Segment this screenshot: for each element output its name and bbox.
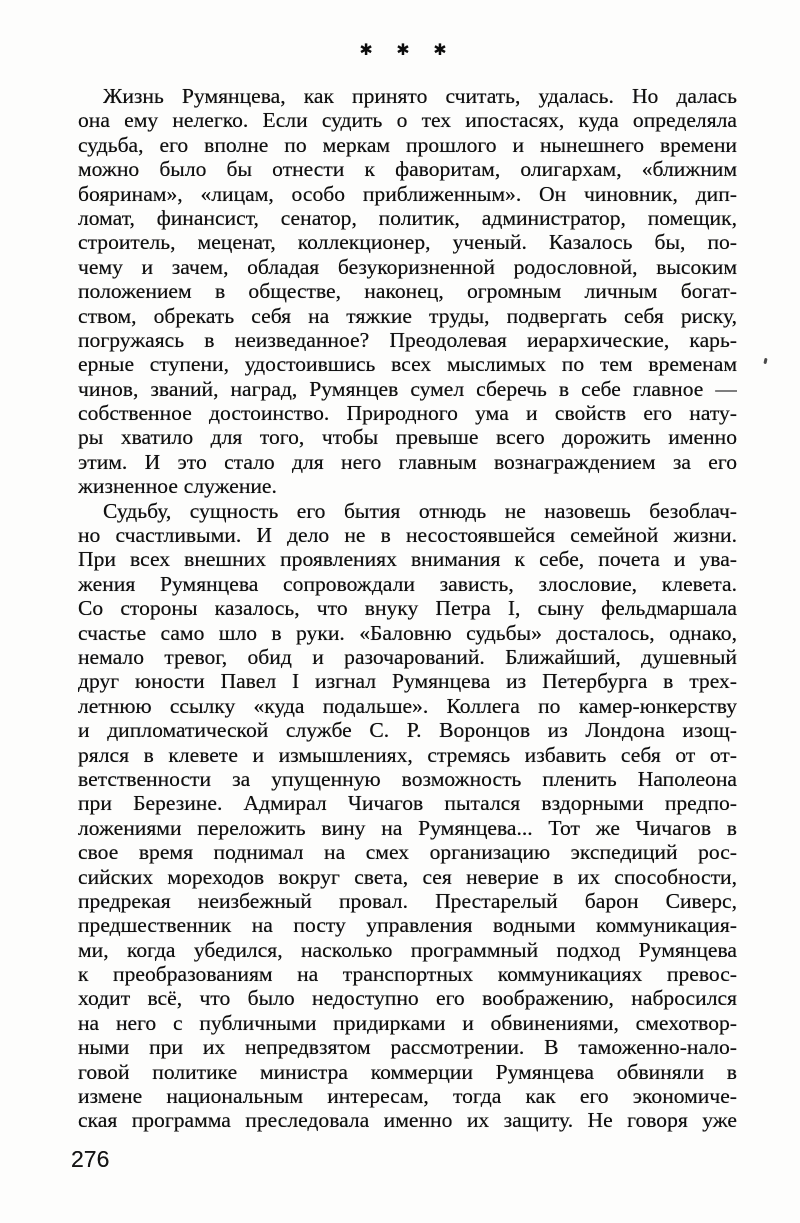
text-line: этим. И это стало для него главным вознаграждением за его [78,449,737,474]
scan-artifact [763,358,767,364]
text-line: собственное достоинство. Природного ума и свойств его нату- [78,401,737,426]
text-line: на него с публичными придирками и обвинениями, смехотвор- [78,1010,737,1035]
text-line: погружаясь в неизведанное? Преодолевая иерархические, карь- [78,327,737,352]
text-block [78,84,737,1133]
text-line: при Березине. Адмирал Чичагов пытался вздорными предпо- [78,791,737,816]
text-line: ходит всё, что было недоступно его воображению, набросился [78,986,737,1011]
text-line: ложениями переложить вину на Румянцева... Тот же Чичагов в [78,815,737,840]
text-line: но счастливыми. И дело не в несостоявшейся семейной жизни. [78,523,737,548]
text-line: сийских мореходов вокруг света, сея неверие в их способности, [78,864,737,889]
text-line: судьба, его вполне по меркам прошлого и нынешнего времени [78,132,737,157]
text-line: чему и зачем, обладая безукоризненной родословной, высоким [78,254,737,279]
text-line: предрекая неизбежный провал. Престарелый барон Сиверс, [78,888,737,913]
text-line: Со стороны казалось, что внуку Петра I, сыну фельдмаршала [78,596,737,621]
text-line: чинов, званий, наград, Румянцев сумел сберечь в себе главное — [78,376,737,401]
text-line: При всех внешних проявлениях внимания к себе, почета и ува- [78,547,737,572]
text-line: друг юности Павел I изгнал Румянцева из Петербурга в трех- [78,669,737,694]
text-line: жизненное служение. [78,474,277,499]
text-line: ством, обрекать себя на тяжкие труды, подвергать себя риску, [78,303,737,328]
text-line: немало тревог, обид и разочарований. Ближайший, душевный [78,644,737,669]
text-line: свое время поднимал на смех организацию экспедиций рос- [78,840,737,865]
text-line: жения Румянцева сопровождали зависть, злословие, клевета. [78,571,737,596]
page-number: 276 [71,1146,110,1172]
text-line: можно было бы отнести к фаворитам, олигархам, «ближним [78,157,737,182]
text-line: она ему нелегко. Если судить о тех ипостасях, куда определяла [78,108,737,133]
text-line: счастье само шло в руки. «Баловню судьбы» досталось, однако, [78,620,737,645]
text-line: измене национальным интересам, тогда как его экономиче- [78,1084,737,1109]
text-line: бояринам», «лицам, особо приближенным». Он чиновник, дип- [78,181,737,206]
text-line: Жизнь Румянцева, как принято считать, удалась. Но далась [103,84,737,108]
text-line: ры хватило для того, чтобы превыше всего дорожить именно [78,425,737,450]
text-line: говой политике министра коммерции Румянцева обвиняли в [78,1059,737,1084]
text-line: ными при их непредвзятом рассмотрении. В таможенно-нало- [78,1035,737,1060]
text-line: рялся в клевете и измышлениях, стремясь избавить себя от от- [78,742,737,767]
text-line: ветственности за упущенную возможность пленить Наполеона [78,766,737,791]
text-line: к преобразованиям на транспортных коммуникациях превос- [78,962,737,987]
text-line: строитель, меценат, коллекционер, ученый. Казалось бы, по- [78,230,737,255]
text-line: Судьбу, сущность его бытия отнюдь не назовешь безоблач- [103,498,737,523]
text-line: ерные ступени, удостоившись всех мыслимых по тем временам [78,352,737,377]
text-line: ская программа преследовала именно их защиту. Не говоря уже [78,1108,737,1133]
text-line: и дипломатической службе С. Р. Воронцов из Лондона изощ- [78,718,737,743]
text-line: положением в обществе, наконец, огромным личным богат- [78,279,737,304]
text-line: предшественник на посту управления водными коммуникация- [78,913,737,938]
text-line: летнюю ссылку «куда подальше». Коллега по камер-юнкерству [78,693,737,718]
text-line: ми, когда убедился, насколько программный подход Румянцева [78,937,737,962]
section-separator: ✱ ✱ ✱ [359,40,456,59]
text-line: ломат, финансист, сенатор, политик, администратор, помещик, [78,205,737,230]
